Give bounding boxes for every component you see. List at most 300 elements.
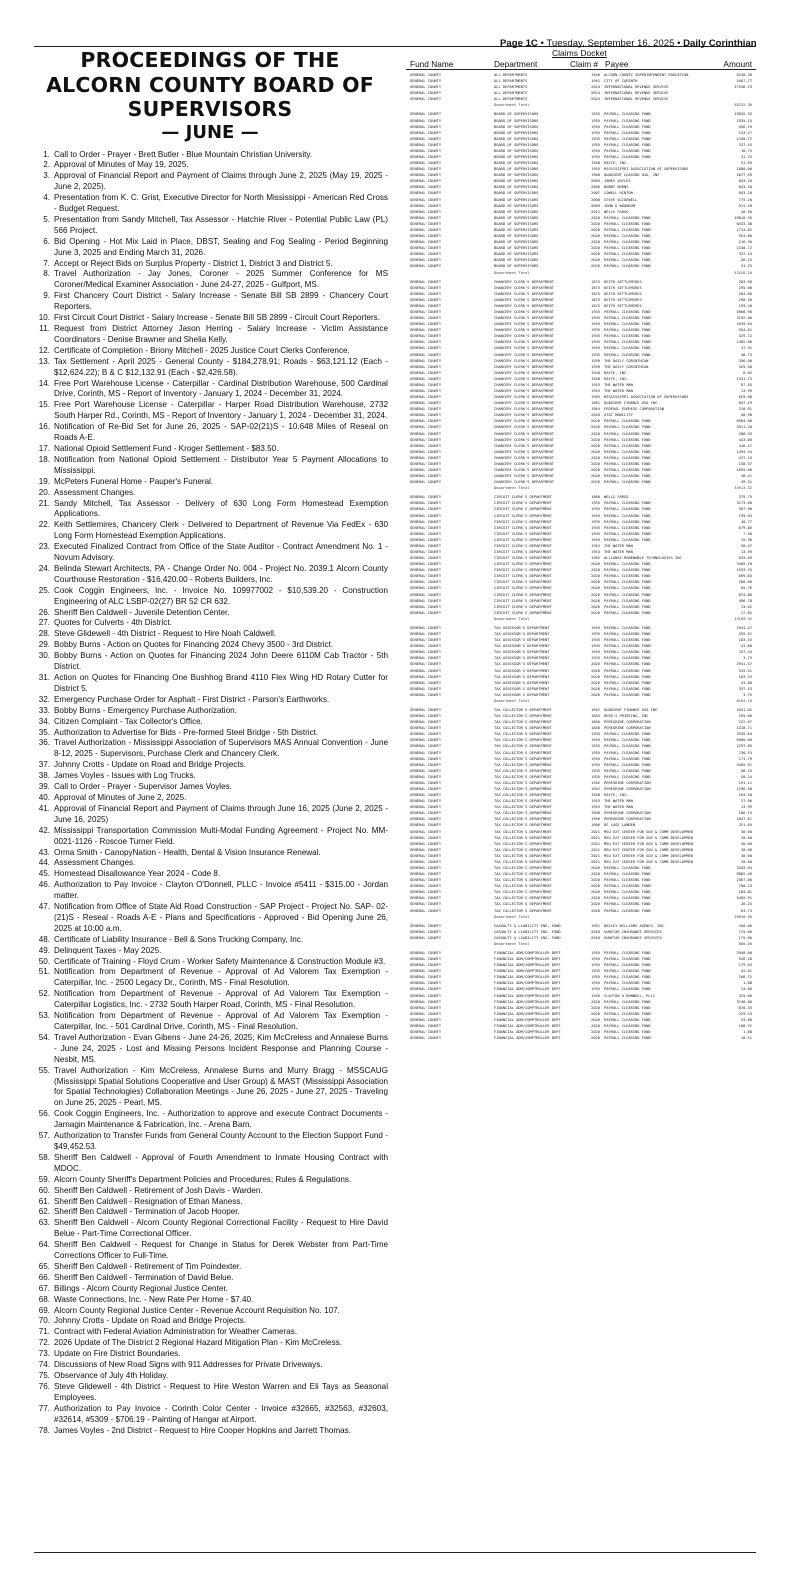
fund-name-cell: GENERAL COUNTY	[410, 841, 442, 846]
amount-cell: 17.92	[740, 346, 752, 351]
department-total-amount: 41628.20	[734, 270, 752, 275]
agenda-item-text: Bobby Burns - Action on Quotes for Financing 2024 Chevy 3500 - 3rd District.	[54, 640, 334, 650]
agenda-item-number: 78.	[38, 1425, 50, 1435]
fund-name-cell: GENERAL COUNTY	[410, 167, 442, 172]
claim-number-cell: 2026	[591, 680, 600, 685]
fund-name-cell: GENERAL COUNTY	[410, 568, 442, 573]
agenda-item	[32, 346, 388, 357]
agenda-item	[32, 793, 388, 804]
agenda-item	[32, 640, 388, 651]
payee-cell: QUADIENT FINANCE USA INC	[604, 401, 658, 406]
payee-cell: PAYROLL CLEARING FUND	[604, 501, 651, 506]
amount-cell: 3409.10	[736, 562, 752, 567]
agenda-item-text: Bobby Burns - Action on Quotes for Financing 2024 John Deere 6110M Cab Tractor - 5th District.	[54, 651, 388, 672]
agenda-item-text: First Chancery Court District - Salary Increase - Senate Bill SB 2899 - Chancery Court Reporters.	[54, 291, 388, 312]
fund-name-cell: GENERAL COUNTY	[410, 449, 442, 454]
agenda-item-text: Alcorn County Regional Justice Center - Revenue Account Requisition No. 107.	[54, 1305, 340, 1315]
claim-number-cell: 2026	[591, 1011, 600, 1016]
fund-name-cell: GENERAL COUNTY	[410, 285, 442, 290]
agenda-item	[32, 564, 388, 586]
agenda-item-number: 1.	[43, 149, 50, 159]
fund-name-cell: GENERAL COUNTY	[410, 935, 442, 940]
department-cell: BOARD OF SUPERVISORS	[494, 130, 539, 135]
department-cell: CHANCERY CLERK'S DEPARTMENT	[494, 382, 554, 387]
agenda-item-text: Homestead Disallowance Year 2024 - Code 8.	[54, 869, 221, 879]
claim-number-cell: 2026	[591, 1005, 600, 1010]
claim-number-cell: 2012	[591, 209, 600, 214]
fund-name-cell: GENERAL COUNTY	[410, 364, 442, 369]
payee-cell: INTERNATIONAL REVENUE SERVICE	[604, 85, 669, 90]
agenda-item-text: Orma Smith - CanopyNation - Health, Dental & Vision Insurance Renewal.	[54, 847, 321, 857]
department-cell: FINANCIAL ADM/COMPTROLLER DEPT	[494, 957, 561, 962]
agenda-item	[32, 771, 388, 782]
amount-cell: 288.33	[738, 431, 752, 436]
department-cell: BOARD OF SUPERVISORS	[494, 215, 539, 220]
agenda-item-number: 42.	[38, 825, 50, 835]
payee-cell: THE WATER MAN	[604, 382, 633, 387]
payee-cell: PAYROLL CLEARING FUND	[604, 419, 651, 424]
department-cell: BOARD OF SUPERVISORS	[494, 136, 539, 141]
amount-cell: 53.68	[740, 1017, 752, 1022]
payee-cell: JAMES VOYLES	[604, 179, 631, 184]
amount-cell: 9882.40	[736, 872, 752, 877]
department-total-amount: 33913.52	[734, 486, 752, 491]
claim-number-cell: 1948	[591, 376, 600, 381]
fund-name-cell: GENERAL COUNTY	[410, 686, 442, 691]
amount-cell: 30.00	[740, 841, 752, 846]
department-cell: TAX COLLECTOR'S DEPARTMENT	[494, 890, 552, 895]
agenda-item	[32, 313, 388, 324]
fund-name-cell: GENERAL COUNTY	[410, 543, 442, 548]
amount-cell: 356.00	[738, 358, 752, 363]
amount-cell: 2940.00	[736, 951, 752, 956]
department-cell: CHANCERY CLERK'S DEPARTMENT	[494, 291, 554, 296]
payee-cell: PAYROLL CLEARING FUND	[604, 638, 651, 643]
agenda-item	[32, 455, 388, 477]
amount-cell: 1340.72	[736, 136, 752, 141]
fund-name-cell: GENERAL COUNTY	[410, 124, 442, 129]
payee-cell: PAYROLL CLEARING FUND	[604, 610, 651, 615]
department-cell: CIRCUIT CLERK'S DEPARTMENT	[494, 495, 552, 500]
department-cell: BOARD OF SUPERVISORS	[494, 221, 539, 226]
claim-number-cell: 2026	[591, 999, 600, 1004]
amount-cell: 158.37	[738, 461, 752, 466]
agenda-item	[32, 586, 388, 608]
fund-name-cell: GENERAL COUNTY	[410, 537, 442, 542]
amount-cell: 477.15	[738, 455, 752, 460]
department-cell: TAX ASSESSOR'S DEPARTMENT	[494, 686, 550, 691]
agenda-item-number: 5.	[43, 214, 50, 224]
claim-number-cell: 1935	[591, 328, 600, 333]
department-cell: BOARD OF SUPERVISORS	[494, 112, 539, 117]
department-cell: TAX COLLECTOR'S DEPARTMENT	[494, 884, 552, 889]
fund-name-cell: GENERAL COUNTY	[410, 97, 442, 102]
department-cell: BOARD OF SUPERVISORS	[494, 264, 539, 269]
fund-name-cell: GENERAL COUNTY	[410, 185, 442, 190]
department-cell: CHANCERY CLERK'S DEPARTMENT	[494, 364, 554, 369]
department-cell: CHANCERY CLERK'S DEPARTMENT	[494, 297, 554, 302]
agenda-item-text: Mississippi Transportation Commission Multi-Modal Funding Agreement - Project No. MM- 0021-1126 - Roscoe Turner Field.	[54, 825, 388, 846]
agenda-item-text: Cook Coggin Engineers, Inc. - Invoice No. 109977002 - $10,539.20 - Construction Engineering of ALC LSBP-02(27) BR 52 CR 632.	[54, 585, 388, 606]
bottom-rule	[34, 1552, 756, 1553]
fund-name-cell: GENERAL COUNTY	[410, 872, 442, 877]
amount-cell: 5467.77	[736, 79, 752, 84]
fund-name-cell: GENERAL COUNTY	[410, 987, 442, 992]
amount-cell: 633.09	[738, 556, 752, 561]
department-cell: CIRCUIT CLERK'S DEPARTMENT	[494, 550, 552, 555]
agenda-item-text: Johnny Crotts - Update on Road and Bridge Projects.	[54, 760, 246, 770]
amount-cell: 1877.49	[736, 173, 752, 178]
agenda-item-text: Sheriff Ben Caldwell - Termination of David Belue.	[54, 1272, 234, 1282]
payee-cell: PAYROLL CLEARING FUND	[604, 957, 651, 962]
page-header	[500, 38, 756, 49]
payee-cell: KEITH SETTLEMIRES	[604, 297, 642, 302]
amount-cell: 2367.06	[736, 878, 752, 883]
agenda-item-text: Approval of Financial Report and Payment of Claims through June 16, 2025 (June 2, 2025 - June 16, 2025)	[54, 803, 388, 824]
department-cell: CHANCERY CLERK'S DEPARTMENT	[494, 340, 554, 345]
amount-cell: 1041.02	[736, 707, 752, 712]
claim-number-cell: 2026	[591, 592, 600, 597]
agenda-item-number: 50.	[38, 956, 50, 966]
department-cell: BOARD OF SUPERVISORS	[494, 142, 539, 147]
amount-cell: 13.99	[740, 550, 752, 555]
fund-name-cell: GENERAL COUNTY	[410, 692, 442, 697]
fund-name-cell: GENERAL COUNTY	[410, 1030, 442, 1035]
claim-number-cell: 2021	[591, 847, 600, 852]
fund-name-cell: GENERAL COUNTY	[410, 963, 442, 968]
claim-number-cell: 1942	[591, 786, 600, 791]
amount-cell: 13.02	[740, 604, 752, 609]
department-cell: FINANCIAL ADM/COMPTROLLER DEPT	[494, 1017, 561, 1022]
fund-name-cell: GENERAL COUNTY	[410, 215, 442, 220]
agenda-item	[32, 1033, 388, 1066]
payee-cell: PAYROLL CLEARING FUND	[604, 258, 651, 263]
department-cell: TAX ASSESSOR'S DEPARTMENT	[494, 668, 550, 673]
header-payee: Payee	[605, 59, 629, 69]
fund-name-cell: GENERAL COUNTY	[410, 957, 442, 962]
amount-cell: 321.65	[738, 823, 752, 828]
claim-number-cell: 1935	[591, 130, 600, 135]
agenda-item-number: 75.	[38, 1371, 50, 1380]
claim-number-cell: 1935	[591, 513, 600, 518]
agenda-item-text: Sheriff Ben Caldwell - Termination of Jacob Hooper.	[54, 1207, 240, 1217]
agenda-item-number: 16.	[38, 422, 50, 432]
payee-cell: PAYROLL CLEARING FUND	[604, 148, 651, 153]
claim-number-cell: 1948	[591, 793, 600, 798]
department-cell: TAX COLLECTOR'S DEPARTMENT	[494, 750, 552, 755]
payee-cell: THE WATER MAN	[604, 550, 633, 555]
department-cell: CIRCUIT CLERK'S DEPARTMENT	[494, 519, 552, 524]
fund-name-cell: GENERAL COUNTY	[410, 829, 442, 834]
claim-number-cell: 1875	[591, 297, 600, 302]
agenda-item-text: Cook Coggin Engineers, Inc. - Authorization to approve and execute Contract Documents - Jarnagin Maintenance & Fabrication, Inc. - Arena Barn.	[54, 1109, 388, 1130]
amount-cell: 186.15	[738, 811, 752, 816]
fund-name-cell: GENERAL COUNTY	[410, 592, 442, 597]
payee-cell: BAILEY WILLIAMS AGENCY, INC.	[604, 923, 667, 928]
payee-cell: PAYROLL CLEARING FUND	[604, 1030, 651, 1035]
payee-cell: PAYROLL CLEARING FUND	[604, 461, 651, 466]
amount-cell: 193.03	[738, 513, 752, 518]
department-total-row	[406, 698, 756, 704]
agenda-item	[32, 1382, 388, 1404]
payee-cell: PAYROLL CLEARING FUND	[604, 762, 651, 767]
claim-number-cell: 2026	[591, 1036, 600, 1041]
payee-cell: PAYROLL CLEARING FUND	[604, 1036, 651, 1041]
agenda-item-text: Notification from National Opioid Settlement - Distributor Year 5 Payment Allocations to Mississippi.	[54, 454, 388, 475]
fund-name-cell: GENERAL COUNTY	[410, 732, 442, 737]
claim-number-cell: 2026	[591, 598, 600, 603]
payee-cell: PAYROLL CLEARING FUND	[604, 632, 651, 637]
department-cell: BOARD OF SUPERVISORS	[494, 148, 539, 153]
department-total-row	[406, 914, 756, 920]
agenda-item-text: Assessment Changes.	[54, 487, 136, 497]
agenda-item	[32, 357, 388, 379]
payee-cell: PAYROLL CLEARING FUND	[604, 316, 651, 321]
amount-cell: 13.99	[740, 805, 752, 810]
agenda-item-text: Johnny Crotts - Update on Road and Bridge Projects.	[54, 1316, 246, 1326]
agenda-item	[32, 1131, 388, 1153]
department-cell: TAX COLLECTOR'S DEPARTMENT	[494, 866, 552, 870]
payee-cell: WELLS FARGO	[604, 495, 629, 500]
fund-name-cell: GENERAL COUNTY	[410, 1005, 442, 1010]
agenda-item-number: 44.	[38, 858, 50, 868]
fund-name-cell: GENERAL COUNTY	[410, 786, 442, 791]
amount-cell: 1340.72	[736, 246, 752, 251]
department-cell: TAX COLLECTOR'S DEPARTMENT	[494, 738, 552, 743]
department-cell: CHANCERY CLERK'S DEPARTMENT	[494, 358, 554, 363]
department-cell: FINANCIAL ADM/COMPTROLLER DEPT	[494, 999, 561, 1004]
claim-number-cell: 1935	[591, 519, 600, 524]
agenda-item-text: Sheriff Ben Caldwell - Retirement of Tim Poindexter.	[54, 1261, 242, 1271]
payee-cell: PAYROLL CLEARING FUND	[604, 246, 651, 251]
agenda-item-number: 9.	[43, 291, 50, 301]
fund-name-cell: GENERAL COUNTY	[410, 501, 442, 506]
claim-number-cell: 1941	[591, 79, 600, 84]
claim-number-cell: 1935	[591, 644, 600, 649]
department-cell: CHANCERY CLERK'S DEPARTMENT	[494, 303, 554, 308]
claim-number-cell: 1935	[591, 638, 600, 643]
amount-cell: 337.43	[738, 686, 752, 691]
agenda-item	[32, 1153, 388, 1175]
agenda-item-text: Presentation from Sandy Mitchell, Tax Assessor - Hatchie River - Potential Public Law (PL) 566 Project.	[54, 214, 388, 235]
agenda-item-text: Steve Glidewell - 4th District - Request to Hire Weston Warren and Eli Tays as Seasonal Employees.	[54, 1381, 388, 1402]
agenda-item-text: Sheriff Ben Caldwell - Juvenile Detention Center.	[54, 607, 230, 617]
payee-cell: QUADIENT LEASING USA, INC	[604, 173, 660, 178]
fund-name-cell: GENERAL COUNTY	[410, 513, 442, 518]
claim-number-cell: 2026	[591, 252, 600, 257]
agenda-item	[32, 1295, 388, 1306]
payee-cell: AT&T MOBILITY	[604, 413, 633, 418]
payee-cell: PAYROLL CLEARING FUND	[604, 449, 651, 454]
agenda-item-text: Bobby Burns - Emergency Purchase Authorization.	[54, 705, 237, 715]
fund-name-cell: GENERAL COUNTY	[410, 817, 442, 822]
payee-cell: THE WATER MAN	[604, 799, 633, 804]
claims-docket	[406, 49, 756, 1041]
amount-cell: 416.47	[738, 443, 752, 448]
fund-name-cell: GENERAL COUNTY	[410, 73, 442, 77]
department-cell: CHANCERY CLERK'S DEPARTMENT	[494, 407, 554, 412]
agenda-item-text: Certificate of Liability Insurance - Bell & Sons Trucking Company, Inc.	[54, 934, 304, 944]
amount-cell: 554.61	[738, 328, 752, 333]
fund-name-cell: GENERAL COUNTY	[410, 112, 442, 117]
amount-cell: 3746.00	[736, 999, 752, 1004]
fund-name-cell: GENERAL COUNTY	[410, 376, 442, 381]
claim-number-cell: 1935	[591, 762, 600, 767]
agenda-item-number: 77.	[38, 1403, 50, 1413]
department-cell: TAX COLLECTOR'S DEPARTMENT	[494, 878, 552, 883]
claim-number-cell: 2026	[591, 896, 600, 901]
fund-name-cell: GENERAL COUNTY	[410, 929, 442, 934]
publication-date: Tuesday, September 16, 2025	[546, 38, 675, 49]
payee-cell: PAYROLL CLEARING FUND	[604, 334, 651, 339]
agenda-item	[32, 760, 388, 771]
agenda-item-number: 2.	[43, 160, 50, 170]
fund-name-cell: GENERAL COUNTY	[410, 1011, 442, 1016]
department-cell: CHANCERY CLERK'S DEPARTMENT	[494, 480, 554, 485]
newspaper-name: Daily Corinthian	[683, 38, 757, 49]
payee-cell: PAYROLL CLEARING FUND	[604, 902, 651, 907]
header-fund-name: Fund Name	[410, 59, 454, 69]
fund-name-cell: GENERAL COUNTY	[410, 443, 442, 448]
department-cell: ALL DEPARTMENTS	[494, 73, 528, 77]
agenda-item	[32, 967, 388, 989]
payee-cell: PAYROLL CLEARING FUND	[604, 738, 651, 743]
payee-cell: PAYROLL CLEARING FUND	[604, 227, 651, 232]
agenda-item-number: 20.	[38, 487, 50, 497]
department-cell: CHANCERY CLERK'S DEPARTMENT	[494, 443, 554, 448]
amount-cell: 49.31	[740, 480, 752, 485]
fund-name-cell: GENERAL COUNTY	[410, 674, 442, 679]
department-cell: TAX COLLECTOR'S DEPARTMENT	[494, 732, 552, 737]
amount-cell: 337.43	[738, 650, 752, 655]
claim-number-cell: 1966	[591, 823, 600, 828]
fund-name-cell: GENERAL COUNTY	[410, 993, 442, 998]
agenda-item-text: Request from District Attorney Jason Herring - Salary Increase - Victim Assistance Coordinators - Denise Brawner and Shelia Kelly.	[54, 324, 388, 344]
amount-cell: 337.43	[738, 252, 752, 257]
agenda-item-number: 57.	[38, 1131, 50, 1141]
department-cell: TAX COLLECTOR'S DEPARTMENT	[494, 780, 552, 785]
agenda-item-number: 54.	[38, 1032, 50, 1042]
claim-number-cell: 1935	[591, 951, 600, 956]
agenda-item-number: 70.	[38, 1316, 50, 1326]
amount-cell: 379.79	[738, 495, 752, 500]
agenda-item	[32, 1273, 388, 1284]
claim-number-cell: 1953	[591, 543, 600, 548]
agenda-item-number: 59.	[38, 1174, 50, 1184]
payee-cell: PEREGRINE CORPORATION	[604, 720, 651, 725]
claim-number-cell: 2026	[591, 686, 600, 691]
amount-cell: 496.78	[738, 598, 752, 603]
department-cell: TAX COLLECTOR'S DEPARTMENT	[494, 793, 552, 798]
agenda-item-text: Notification from Office of State Aid Road Construction - SAP Project - Project No. SAP- 02- (21)S - Reseal - Roads A-E - Plans and Specifications - Approved - Bid Opening June 26, 2025 at 10:00 a.m.	[54, 902, 388, 933]
agenda-item-number: 22.	[38, 520, 50, 530]
amount-cell: 30.00	[740, 829, 752, 834]
claim-number-cell: 1935	[591, 340, 600, 345]
fund-name-cell: GENERAL COUNTY	[410, 562, 442, 567]
payee-cell: SUNSTAR INSURANCE SERVICES	[604, 935, 662, 940]
fund-name-cell: GENERAL COUNTY	[410, 738, 442, 743]
amount-cell: 222.07	[738, 720, 752, 725]
agenda-item-text: Free Port Warehouse License - Caterpillar - Harper Road Distribution Warehouse, 2732 South Harper Rd., Corinth, MS - Report of Inventory - January 1, 2024 - December 31, 2024.	[54, 400, 388, 421]
fund-name-cell: GENERAL COUNTY	[410, 714, 442, 719]
fund-name-cell: GENERAL COUNTY	[410, 461, 442, 466]
fund-name-cell: GENERAL COUNTY	[410, 370, 442, 375]
amount-cell: 30.00	[740, 847, 752, 852]
fund-name-cell: GENERAL COUNTY	[410, 981, 442, 986]
payee-cell: BOBBY BURNS	[604, 185, 629, 190]
header-amount: Amount	[723, 59, 752, 69]
claim-number-cell: 1935	[591, 650, 600, 655]
agenda-item	[32, 706, 388, 717]
fund-name-cell: GENERAL COUNTY	[410, 598, 442, 603]
department-cell: CASUALTY & LIABILITY INS. FUND	[494, 923, 561, 928]
department-total-label: Department Total	[494, 698, 530, 703]
payee-cell: INTERNATIONAL REVENUE SERVICE	[604, 91, 669, 96]
proceedings-column	[32, 48, 388, 1436]
claim-number-cell: 2026	[591, 431, 600, 436]
agenda-item	[32, 728, 388, 739]
department-cell: BOARD OF SUPERVISORS	[494, 173, 539, 178]
amount-cell: 104.50	[738, 793, 752, 798]
amount-cell: 283.50	[738, 279, 752, 284]
agenda-item	[32, 1327, 388, 1338]
amount-cell: 1482.00	[736, 340, 752, 345]
agenda-item-text: Bid Opening - Hot Mix Laid in Place, DBST, Sealing and Fog Sealing - Period Beginning June 3, 2025 and Ending March 31, 2026.	[54, 236, 388, 257]
fund-name-cell: GENERAL COUNTY	[410, 297, 442, 302]
amount-cell: 1318.71	[736, 726, 752, 731]
payee-cell: PAYROLL CLEARING FUND	[604, 352, 651, 357]
amount-cell: 1935.15	[736, 118, 752, 123]
agenda-item-number: 35.	[38, 727, 50, 737]
agenda-item-number: 13.	[38, 356, 50, 366]
amount-cell: 191.11	[738, 780, 752, 785]
agenda-item-number: 55.	[38, 1065, 50, 1075]
fund-name-cell: GENERAL COUNTY	[410, 884, 442, 889]
payee-cell: PAYROLL CLEARING FUND	[604, 999, 651, 1004]
agenda-item-text: Travel Authorization - Mississippi Association of Supervisors MAS Annual Convention - June 8-12, 2025 - Supervisors, Purchase Clerk and Chancery Clerk.	[54, 738, 388, 759]
payee-cell: PAYROLL CLEARING FUND	[604, 264, 651, 269]
agenda-item	[32, 477, 388, 488]
fund-name-cell: GENERAL COUNTY	[410, 638, 442, 643]
fund-name-cell: GENERAL COUNTY	[410, 161, 442, 166]
department-cell: TAX COLLECTOR'S DEPARTMENT	[494, 756, 552, 761]
claim-row	[406, 1035, 756, 1041]
amount-cell: 6900.00	[736, 738, 752, 743]
agenda-item	[32, 1338, 388, 1349]
fund-name-cell: GENERAL COUNTY	[410, 252, 442, 257]
agenda-item	[32, 629, 388, 640]
claim-number-cell: 2026	[591, 568, 600, 573]
department-cell: CIRCUIT CLERK'S DEPARTMENT	[494, 501, 552, 506]
payee-cell: PAYROLL CLEARING FUND	[604, 328, 651, 333]
claim-number-cell: 1935	[591, 987, 600, 992]
agenda-item-number: 26.	[38, 607, 50, 617]
department-cell: CHANCERY CLERK'S DEPARTMENT	[494, 279, 554, 284]
amount-cell: 5462.91	[736, 896, 752, 901]
fund-name-cell: GENERAL COUNTY	[410, 425, 442, 430]
agenda-item-text: Sheriff Ben Caldwell - Retirement of Josh Davis - Warden.	[54, 1185, 263, 1195]
department-cell: TAX ASSESSOR'S DEPARTMENT	[494, 632, 550, 637]
agenda-item	[32, 1426, 388, 1437]
amount-cell: 843.20	[738, 191, 752, 196]
fund-name-cell: GENERAL COUNTY	[410, 550, 442, 555]
claim-number-cell: 2026	[591, 246, 600, 251]
amount-cell: 456.19	[738, 124, 752, 129]
department-cell: FINANCIAL ADM/COMPTROLLER DEPT	[494, 981, 561, 986]
claim-number-cell: 2026	[591, 437, 600, 442]
payee-cell: PAYROLL CLEARING FUND	[604, 878, 651, 883]
payee-cell: MSU EXT CENTER FOR GOV & COMM DEVELOPMEN	[604, 859, 693, 864]
